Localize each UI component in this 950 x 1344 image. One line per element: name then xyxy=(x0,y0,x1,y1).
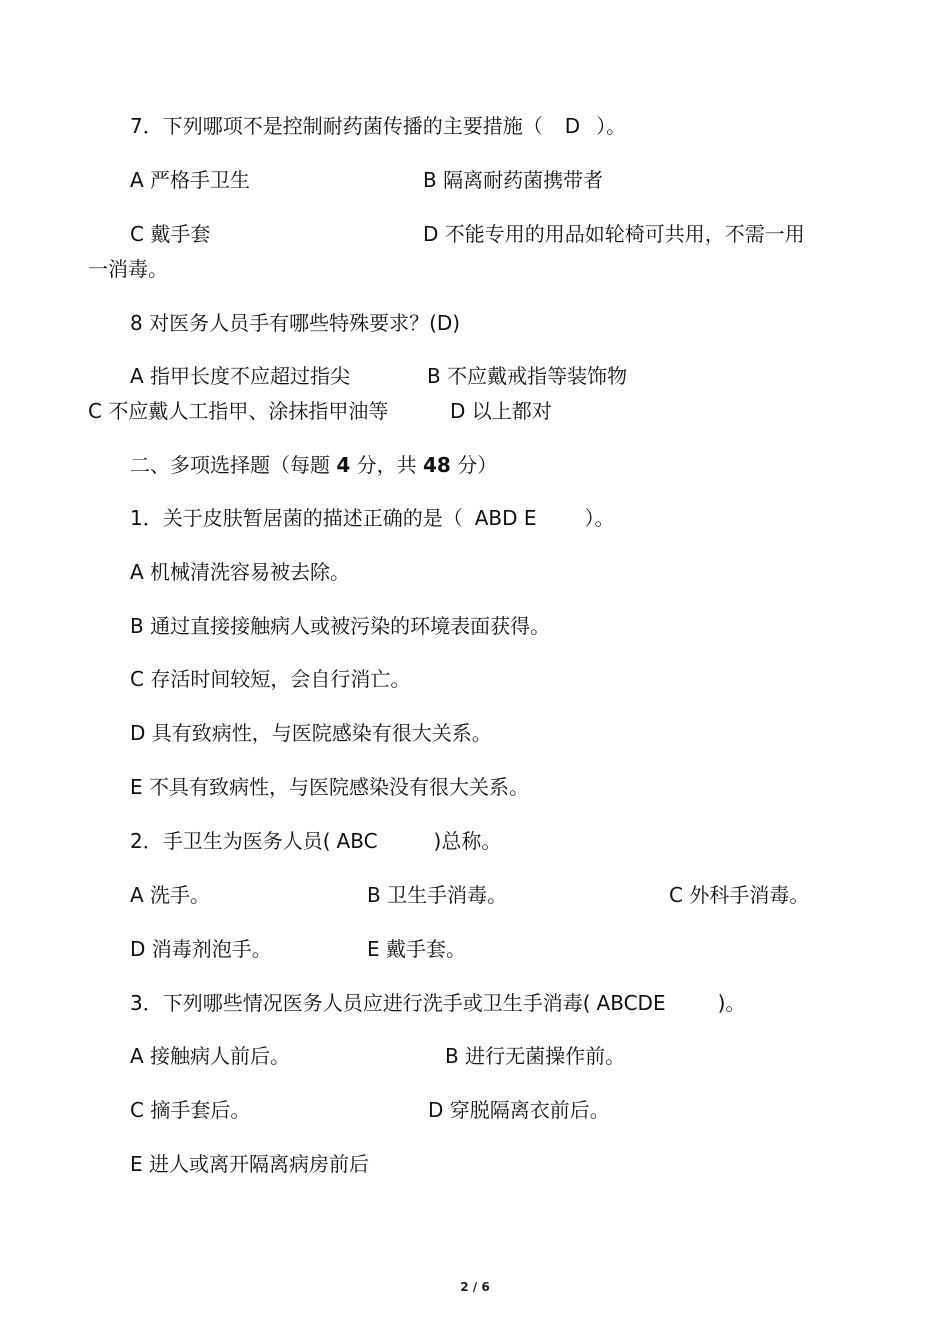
q8-option-a: A 指甲长度不应超过指尖 xyxy=(130,364,351,388)
section-heading-pre: 二、多项选择题（每题 xyxy=(130,453,330,477)
m1-option-c: C 存活时间较短，会自行消亡。 xyxy=(130,667,411,691)
m3-stem-end: )。 xyxy=(717,991,746,1015)
q7-option-d: D 不能专用的用品如轮椅可共用，不需一用 xyxy=(423,222,805,246)
section-heading-mid: 分，共 xyxy=(356,453,417,477)
m2-stem-end: )总称。 xyxy=(433,829,502,853)
m1-option-b: B 通过直接接触病人或被污染的环境表面获得。 xyxy=(130,614,551,638)
q7-stem-end: ）。 xyxy=(596,114,627,138)
m3-option-c: C 摘手套后。 xyxy=(130,1098,251,1122)
m1-option-e: E 不具有致病性，与医院感染没有很大关系。 xyxy=(130,775,529,799)
q8-option-c: C 不应戴人工指甲、涂抹指甲油等 xyxy=(88,399,389,423)
q7-answer: D xyxy=(564,114,581,138)
q7-option-c: C 戴手套 xyxy=(130,222,211,246)
m2-stem-text: 2．手卫生为医务人员( xyxy=(130,829,331,853)
q8-option-b: B 不应戴戒指等装饰物 xyxy=(427,364,628,388)
m2-option-d: D 消毒剂泡手。 xyxy=(130,937,272,961)
m1-stem-text: 1．关于皮肤暂居菌的描述正确的是（ xyxy=(130,506,463,530)
m3-stem xyxy=(130,990,745,1016)
q7-stem xyxy=(130,113,626,139)
section-heading xyxy=(130,452,497,478)
m2-answer: ABC xyxy=(336,829,378,853)
m1-option-d: D 具有致病性，与医院感染有很大关系。 xyxy=(130,721,492,745)
section-score-each: 4 xyxy=(336,453,351,477)
q7-option-d-continued: 一消毒。 xyxy=(88,257,168,281)
q7-option-b: B 隔离耐药菌携带者 xyxy=(423,168,604,192)
m1-option-a: A 机械清洗容易被去除。 xyxy=(130,560,351,584)
m1-stem xyxy=(130,505,615,531)
m2-option-a: A 洗手。 xyxy=(130,883,211,907)
m3-option-b: B 进行无菌操作前。 xyxy=(445,1044,626,1068)
q8-option-d: D 以上都对 xyxy=(450,399,552,423)
m3-option-a: A 接触病人前后。 xyxy=(130,1044,291,1068)
m2-option-c: C 外科手消毒。 xyxy=(669,883,810,907)
m3-option-d: D 穿脱隔离衣前后。 xyxy=(428,1098,610,1122)
q8-stem: 8 对医务人员手有哪些特殊要求？(D) xyxy=(130,311,461,335)
m2-option-b: B 卫生手消毒。 xyxy=(367,883,508,907)
m3-answer: ABCDE xyxy=(596,991,666,1015)
m3-stem-text: 3．下列哪些情况医务人员应进行洗手或卫生手消毒( xyxy=(130,991,591,1015)
m3-option-e: E 进人或离开隔离病房前后 xyxy=(130,1152,369,1176)
section-heading-post: 分） xyxy=(457,453,498,477)
section-score-total: 48 xyxy=(423,453,451,477)
m2-option-e: E 戴手套。 xyxy=(367,937,466,961)
q7-option-a: A 严格手卫生 xyxy=(130,168,251,192)
m2-stem xyxy=(130,828,501,854)
page-number: 2 / 6 xyxy=(460,1280,490,1294)
q7-stem-text: 7．下列哪项不是控制耐药菌传播的主要措施（ xyxy=(130,114,543,138)
m1-answer: ABD E xyxy=(474,506,537,530)
m1-stem-end: ）。 xyxy=(584,506,615,530)
